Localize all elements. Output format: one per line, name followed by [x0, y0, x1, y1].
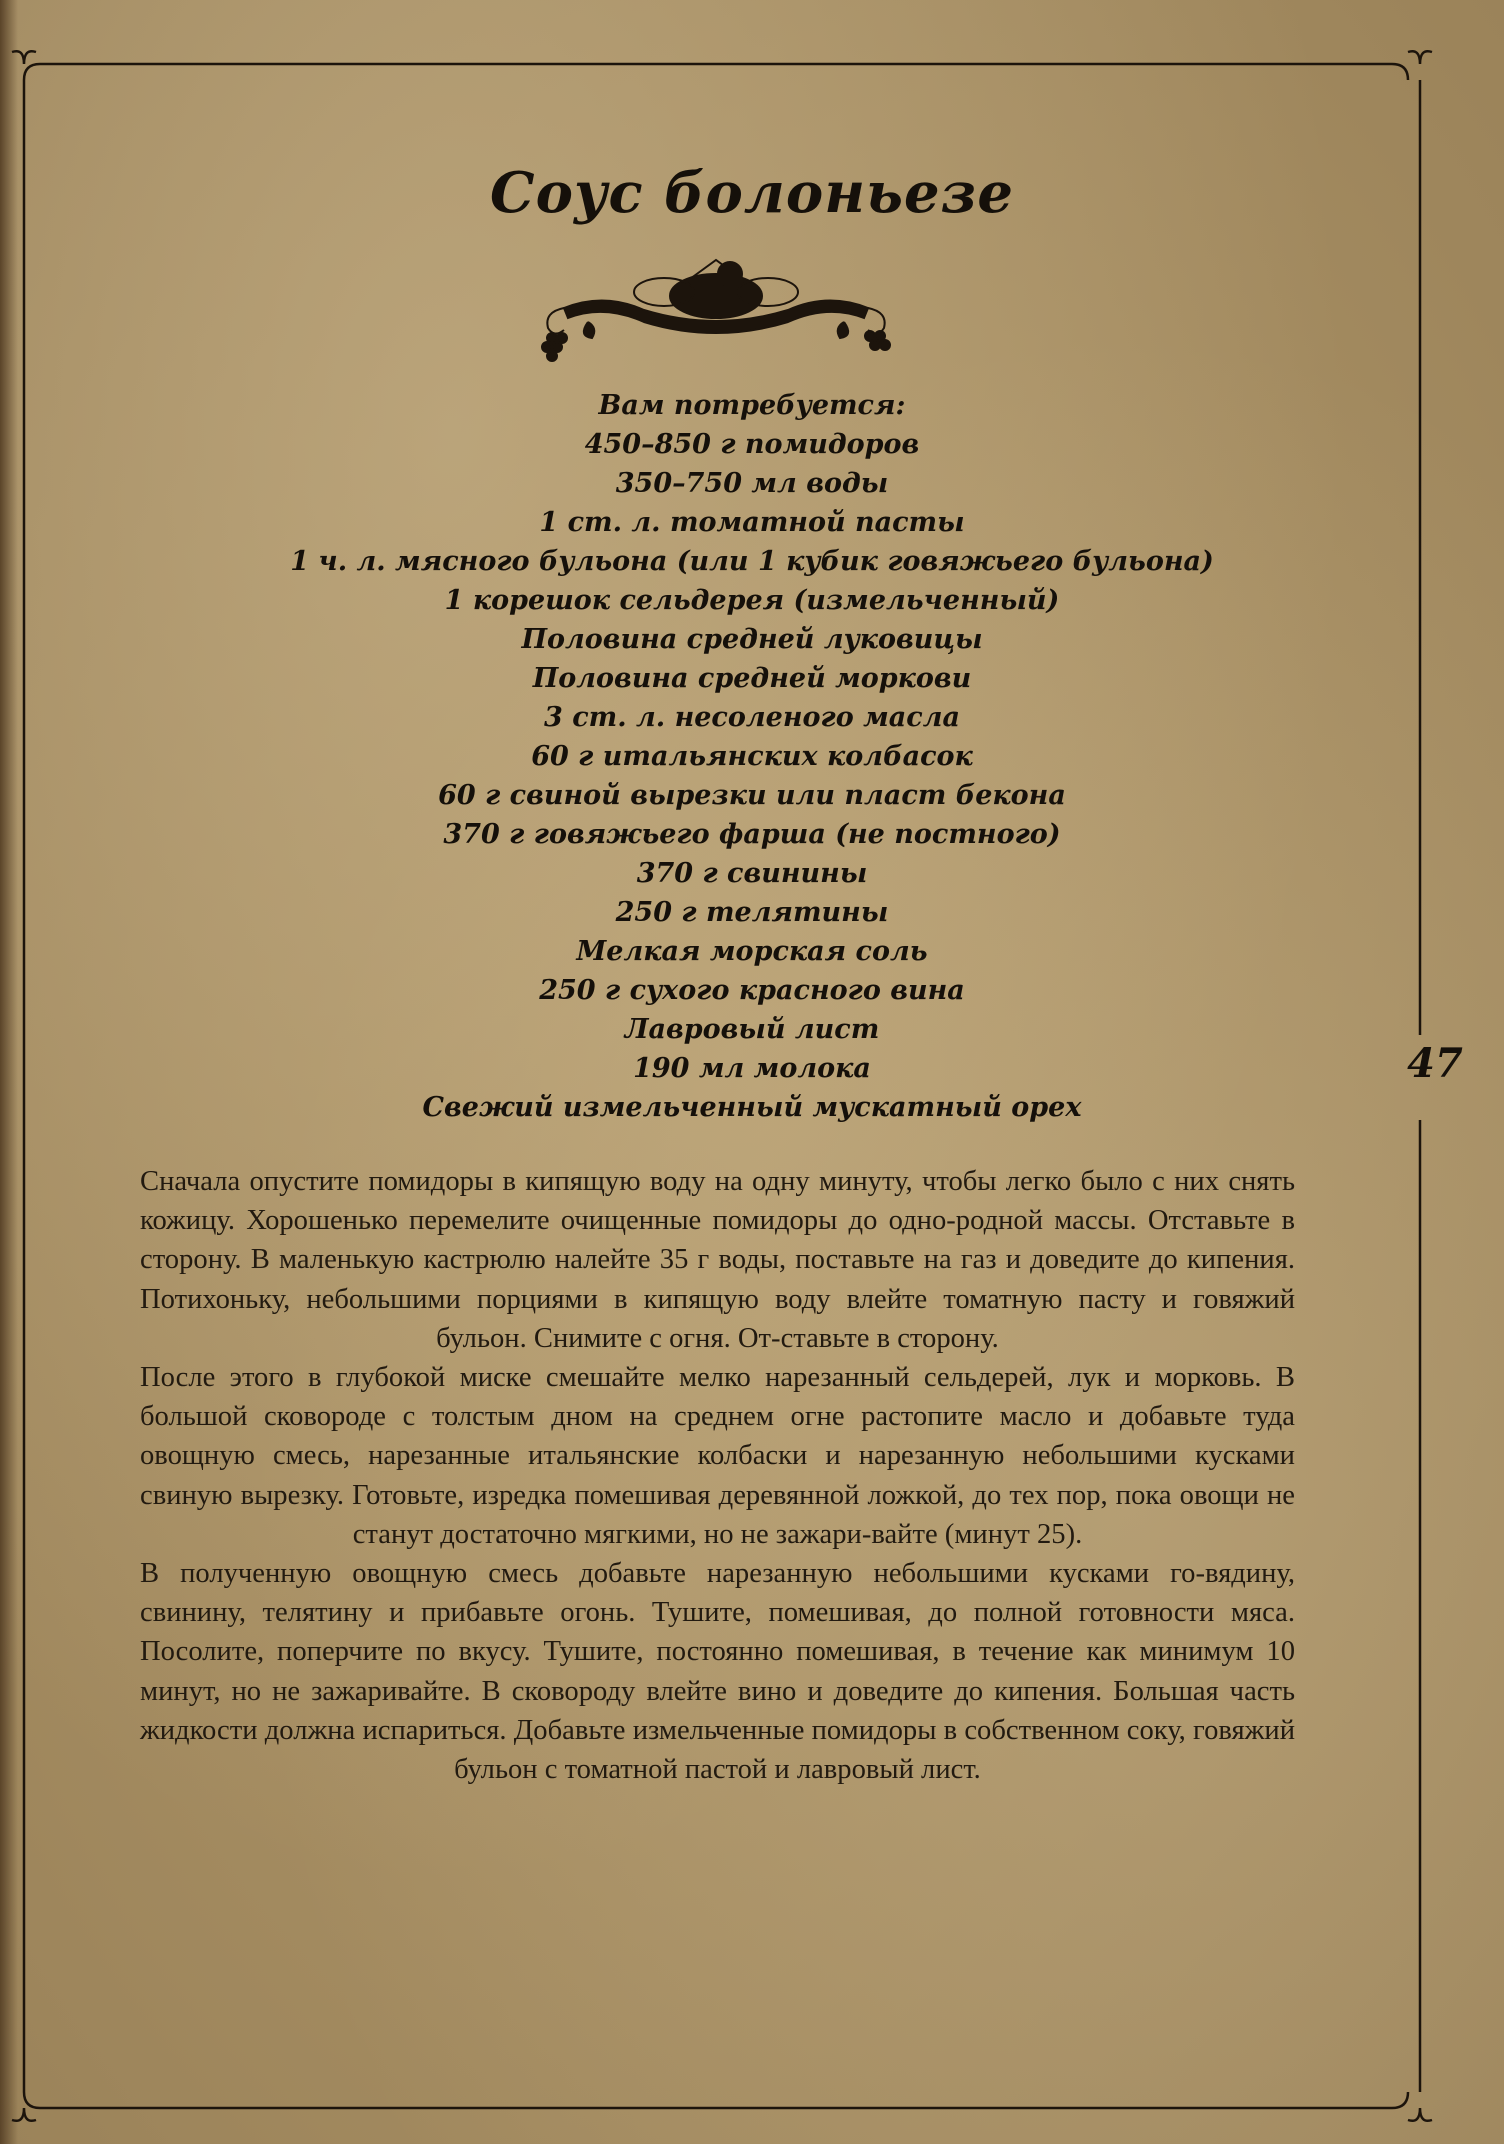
ingredient-item: 1 корешок сельдерея (измельченный) — [444, 585, 1060, 616]
recipe-title: Соус болоньезе — [490, 160, 1014, 226]
ingredient-item: 190 мл молока — [633, 1053, 871, 1084]
ingredient-item: 250 г телятины — [615, 897, 889, 928]
ingredient-item: Лавровый лист — [624, 1014, 880, 1045]
ingredient-item: Мелкая морская соль — [576, 936, 928, 967]
instruction-paragraph: Сначала опустите помидоры в кипящую воду на одну минуту, чтобы легко было с них снять кожицу. Хорошенько перемелите очищенные помидоры до одно-родной массы. Отставьте в сторону. В маленькую кастрюлю налейте 35 г воды, поставьте на газ и доведите до кипения. Потихоньку, небольшими порциями в кипящую воду влейте томатную пасту и говяжий бульон. Снимите с огня. От-ставьте в сторону. — [140, 1166, 1295, 1354]
ingredients-list — [0, 386, 1504, 1127]
ingredient-item: Половина средней моркови — [532, 663, 972, 694]
recipe-instructions — [140, 1162, 1295, 1789]
ingredients-heading: Вам потребуется: — [598, 390, 906, 421]
ingredient-item: 60 г свиной вырезки или пласт бекона — [438, 780, 1066, 811]
ingredient-item: 450–850 г помидоров — [584, 429, 920, 460]
ingredient-item: Свежий измельченный мускатный орех — [422, 1092, 1082, 1123]
ingredient-item: 370 г говяжьего фарша (не постного) — [443, 819, 1061, 850]
instruction-paragraph: В полученную овощную смесь добавьте нарезанную небольшими кусками го-вядину, свинину, телятину и прибавьте огонь. Тушите, помешивая, до полной готовности мяса. Посолите, поперчите по вкусу. Тушите, постоянно помешивая, в течение как минимум 10 минут, но не зажаривайте. В сковороду влейте вино и доведите до кипения. Большая часть жидкости должна испариться. Добавьте измельченные помидоры в собственном соку, говяжий бульон с томатной пастой и лавровый лист. — [140, 1558, 1295, 1786]
ingredient-item: 370 г свинины — [636, 858, 868, 889]
ingredient-item: 1 ч. л. мясного бульона (или 1 кубик говяжьего бульона) — [290, 546, 1214, 577]
ingredient-item: 60 г итальянских колбасок — [531, 741, 973, 772]
ingredient-item: 3 ст. л. несоленого масла — [544, 702, 960, 733]
instruction-paragraph: После этого в глубокой миске смешайте мелко нарезанный сельдерей, лук и морковь. В большой сковороде с толстым дном на среднем огне растопите масло и добавьте туда овощную смесь, нарезанные итальянские колбаски и нарезанную небольшими кусками свиную вырезку. Готовьте, изредка помешивая деревянной ложкой, до тех пор, пока овощи не станут достаточно мягкими, но не зажари-вайте (минут 25). — [140, 1362, 1295, 1550]
cornucopia-ornament-icon — [524, 252, 908, 364]
ingredient-item: 1 ст. л. томатной пасты — [539, 507, 965, 538]
ingredient-item: 250 г сухого красного вина — [539, 975, 965, 1006]
ingredient-item: Половина средней луковицы — [521, 624, 983, 655]
page-number: 47 — [1407, 1040, 1463, 1087]
ingredient-item: 350–750 мл воды — [615, 468, 889, 499]
